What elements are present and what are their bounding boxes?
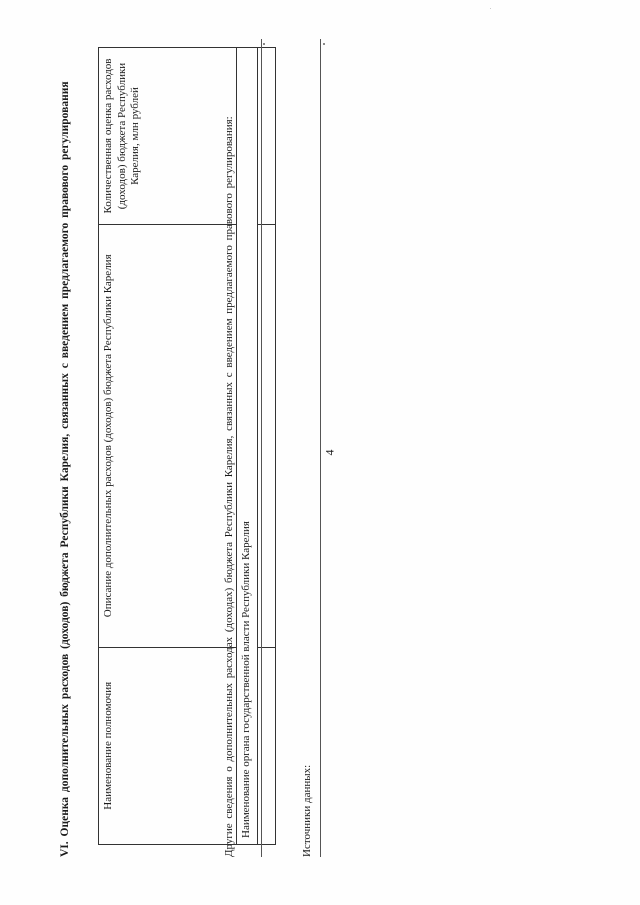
sources-label: Источники данных: xyxy=(301,764,313,857)
scan-speck xyxy=(263,43,265,45)
other-info-text: Другие сведения о дополнительных расходах (доходах) бюджета Республики Карелия, связанных с введением предлагаемого правового регулирования: xyxy=(223,116,235,857)
header-description: Описание дополнительных расходов (доходов) бюджета Республики Карелия xyxy=(99,225,237,648)
section-heading: VI. Оценка дополнительных расходов (доходов) бюджета Республики Карелия, связанных с введением предлагаемого правового регулирования xyxy=(59,81,71,857)
page-number: 4 xyxy=(322,449,337,456)
other-info-fill-line xyxy=(261,39,262,857)
empty-cell-quantitative xyxy=(257,48,275,225)
table-empty-row xyxy=(257,48,275,845)
table-org-row xyxy=(237,48,258,845)
scan-speck xyxy=(323,43,325,45)
landscape-sheet xyxy=(58,37,348,857)
empty-cell-authority xyxy=(257,647,275,844)
budget-table xyxy=(98,47,276,845)
table-header-row xyxy=(99,48,237,845)
org-name-cell: Наименование органа государственной власти Республики Карелия xyxy=(237,48,258,845)
empty-cell-description xyxy=(257,225,275,648)
scan-speck xyxy=(490,8,491,9)
header-quantitative: Количественная оценка расходов (доходов) бюджета Республики Карелия, млн рублей xyxy=(99,48,237,225)
header-authority: Наименование полномочия xyxy=(99,647,237,844)
sources-fill-line xyxy=(320,39,321,857)
